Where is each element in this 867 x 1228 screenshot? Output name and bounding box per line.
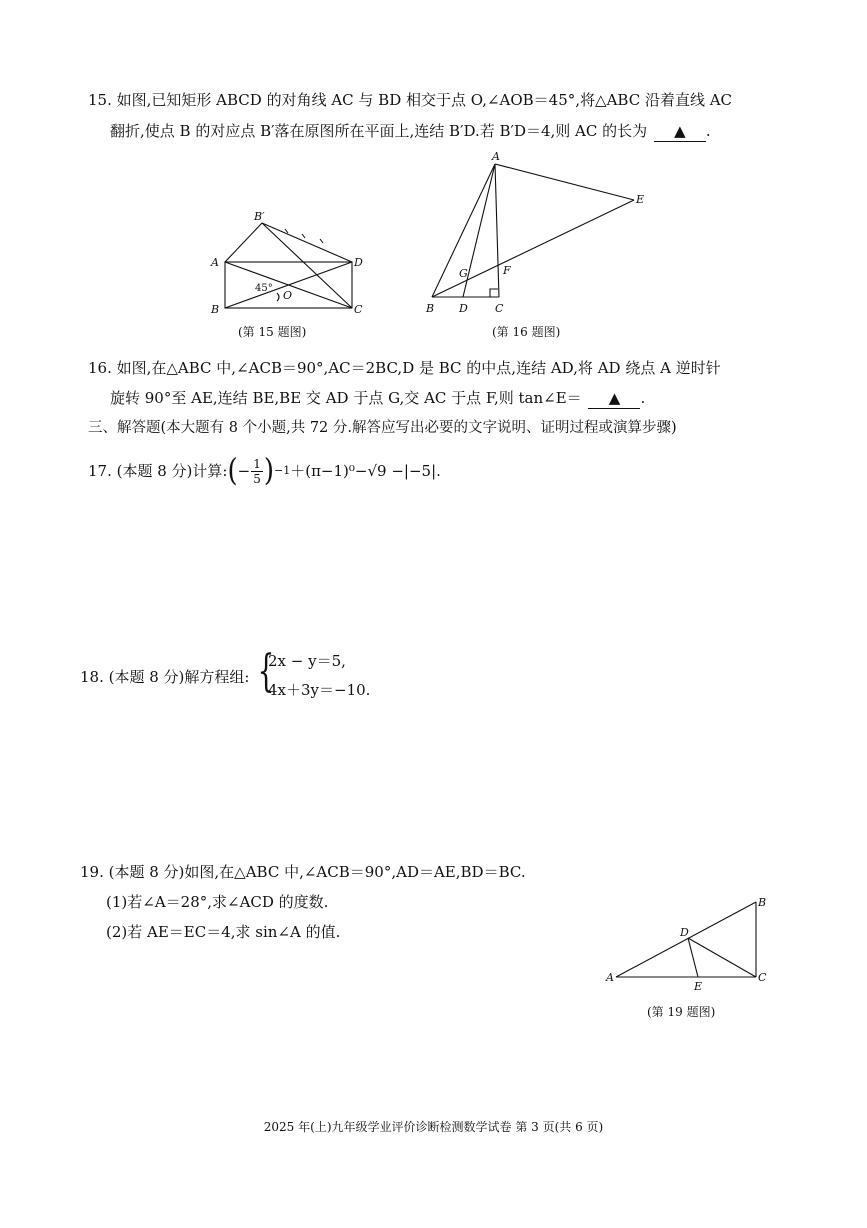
figure-15-diagram: [205, 205, 375, 320]
figure-19: [598, 890, 778, 1000]
q17-prefix: 17. (本题 8 分)计算:: [88, 462, 228, 480]
q16-line2: 旋转 90°至 AE,连结 BE,BE 交 AD 于点 G,交 AC 于点 F,则 tan∠E＝: [110, 389, 582, 407]
page-footer: 2025 年(上)九年级学业评价诊断检测数学试卷 第 3 页(共 6 页): [263, 1120, 604, 1134]
q19-part2: (2)若 AE＝EC＝4,求 sin∠A 的值.: [106, 923, 341, 941]
q17-denominator: 5: [253, 471, 261, 486]
fig15-label-d: D: [354, 256, 363, 269]
fig15-label-b: B: [211, 303, 220, 316]
fig16-label-f: F: [503, 264, 511, 277]
q17-numerator: 1: [253, 456, 261, 471]
fig16-label-a: A: [492, 150, 500, 163]
fig19-label-d: D: [680, 926, 689, 939]
q17-minus: −: [237, 462, 251, 480]
fig19-label-a: A: [606, 971, 614, 984]
q18-equation-1: 2x − y＝5,: [268, 652, 346, 670]
q15-end: .: [705, 122, 711, 140]
q17-fraction: [251, 457, 263, 486]
fig16-label-c: C: [495, 302, 504, 315]
fig19-label-e: E: [694, 980, 703, 993]
q16-line2-wrap: [110, 388, 645, 409]
fig15-label-bprime: B′: [254, 210, 265, 223]
fig19-label-b: B: [758, 896, 767, 909]
q17-expression: [227, 453, 441, 489]
q18-equation-2: 4x＋3y＝−10.: [268, 681, 371, 699]
q18-brace: {: [257, 646, 275, 697]
figure-19-diagram: [598, 890, 778, 1000]
q19-part1: (1)若∠A＝28°,求∠ACD 的度数.: [106, 893, 329, 911]
q15-line2: 翻折,使点 B 的对应点 B′落在原图所在平面上,连结 B′D.若 B′D＝4,则 AC 的长为: [110, 122, 648, 140]
q16-answer-blank: ▲: [588, 388, 640, 409]
q16-end: .: [640, 389, 646, 407]
fig16-label-g: G: [459, 267, 468, 280]
fig16-label-d: D: [459, 302, 468, 315]
q15-line2-wrap: [110, 121, 711, 142]
fig15-label-o: O: [283, 289, 293, 302]
q17-left-paren: (: [227, 453, 238, 489]
q19-line1: 19. (本题 8 分)如图,在△ABC 中,∠ACB＝90°,AD＝AE,BD＝BC.: [80, 863, 526, 881]
section-3-heading: 三、解答题(本大题有 8 个小题,共 72 分.解答应写出必要的文字说明、证明过程或演算步骤): [88, 420, 677, 436]
fig16-caption: (第 16 题图): [492, 325, 561, 339]
figure-16-diagram: [418, 148, 658, 318]
q15-answer-blank: ▲: [654, 121, 706, 142]
fig19-caption: (第 19 题图): [647, 1005, 716, 1019]
fig15-angle-label: 45°: [255, 283, 273, 294]
fig15-caption: (第 15 题图): [238, 325, 307, 339]
fig16-label-b: B: [426, 302, 435, 315]
fig19-label-c: C: [758, 971, 767, 984]
q15-line1: 15. 如图,已知矩形 ABCD 的对角线 AC 与 BD 相交于点 O,∠AOB＝45°,将△ABC 沿着直线 AC: [88, 91, 733, 109]
q17-line: [88, 453, 441, 489]
fig16-label-e: E: [636, 193, 645, 206]
q17-exponent: −1: [274, 464, 291, 477]
figure-16: [418, 148, 658, 318]
q18-system: [256, 648, 396, 704]
q17-right-paren: ): [263, 453, 274, 489]
figure-15: [205, 205, 375, 320]
fig15-label-a: A: [211, 256, 219, 269]
q16-line1: 16. 如图,在△ABC 中,∠ACB＝90°,AC＝2BC,D 是 BC 的中点,连结 AD,将 AD 绕点 A 逆时针: [88, 359, 721, 377]
q17-rest: ＋(π−1)⁰−√9 −|−5|.: [290, 462, 441, 480]
q18-prefix: 18. (本题 8 分)解方程组:: [80, 668, 250, 686]
fig15-label-c: C: [354, 303, 363, 316]
